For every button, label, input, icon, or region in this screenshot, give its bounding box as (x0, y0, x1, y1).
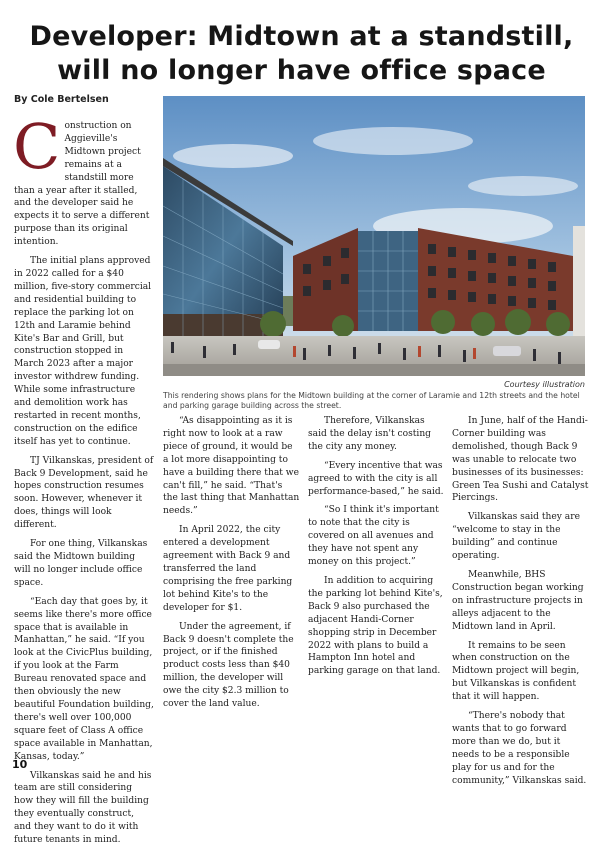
headline (0, 20, 603, 88)
article-paragraph: It remains to be seen when construction on the Midtown project will begin, but Vilkanskas is confident that it will happen. (452, 640, 580, 703)
article-column-1 (13, 110, 154, 846)
page-number: 10 (12, 758, 28, 771)
article-paragraph: Under the agreement, if Back 9 doesn't complete the project, or if the finished product costs less than $40 million, the developer will owe the city $2.3 million to cover the land value. (163, 621, 294, 710)
article-paragraph: For one thing, Vilkanskas said the Midtown building will no longer include office space. (14, 539, 148, 588)
photo-credit: Courtesy illustration (504, 380, 585, 389)
article-paragraph: Meanwhile, BHS Construction began working on infrastructure projects in alleys adjacent to the Midtown land in April. (452, 569, 584, 632)
article-paragraph: In addition to acquiring the parking lot behind Kite's, Back 9 also purchased the adjacent Handi-Corner shopping strip in December 2022 with plans to build a Hampton Inn hotel and parking garage on that land. (308, 575, 443, 677)
drop-cap: C (13, 110, 61, 183)
article-paragraph: “Every incentive that was agreed to with the city is all performance-based,” he said. (308, 460, 444, 497)
article-paragraph: Construction on Aggieville's Midtown project remains at a standstill more than a year after it stalled, and the developer said he expects it to serve a different purpose than its original intention. (13, 110, 150, 248)
byline: By Cole Bertelsen (14, 94, 109, 105)
article-paragraph: In April 2022, the city entered a development agreement with Back 9 and transferred the land comprising the free parking lot behind Kite's to the developer for $1. (163, 525, 293, 613)
article-paragraph: “So I think it's important to note that the city is covered on all avenues and they have not spent any money on this project.” (308, 505, 439, 568)
article-paragraph: Vilkanskas said he and his team are still considering how they will fill the building they eventually construct, and they want to do it with future tenants in mind. (14, 770, 152, 846)
article-column-4 (452, 415, 589, 786)
rendering-illustration (163, 96, 585, 376)
article-column-2 (163, 415, 300, 755)
article-paragraph: The initial plans approved in 2022 called for a $40 million, five-story commercial and residential building to replace the parking lot on 12th and Laramie behind Kite's Bar and Grill, but construction stopped in March 2023 after a major investor withdrew funding. While some infrastructure and demolition work has restarted in recent months, construction on the edifice itself has yet to continue. (14, 256, 152, 447)
article-column-3 (308, 415, 445, 755)
photo-caption: This rendering shows plans for the Midtown building at the corner of Laramie and 12th streets and the hotel and parking garage building across the street. (163, 391, 580, 410)
article-paragraph: “Each day that goes by, it seems like there's more office space that is available in Manhattan,” he said. “If you look at the CivicPlus building, if you look at the Farm Bureau renovated space and then obviously the new beautiful Foundation building, there's well over 100,000 square feet of Class A office space available in Manhattan, Kansas, today.” (14, 596, 154, 762)
article-paragraph: Vilkanskas said they are “welcome to stay in the building” and continue operating. (452, 512, 580, 562)
headline-line-1: Developer: Midtown at a standstill, (29, 21, 574, 52)
article-paragraph: In June, half of the Handi-Corner building was demolished, though Back 9 was unable to relocate two businesses of its businesses: Green Tea Sushi and Catalyst Piercings. (452, 416, 589, 504)
article-paragraph: “There's nobody that wants that to go forward more than we do, but it needs to be a responsible play for us and for the community,” Vilkanskas said. (452, 711, 587, 786)
article-paragraph: Therefore, Vilkanskas said the delay isn't costing the city any money. (308, 416, 432, 452)
article-paragraph: “As disappointing as it is right now to look at a raw piece of ground, it would be a lot more disappointing to have a building there that we can't fill,” he said. “That's the last thing that Manhattan needs.” (163, 416, 300, 517)
article-paragraph: TJ Vilkanskas, president of Back 9 Development, said he hopes construction resumes soon. However, whenever it does, things will look different. (14, 455, 154, 531)
headline-line-2: will no longer have office space (57, 55, 546, 86)
